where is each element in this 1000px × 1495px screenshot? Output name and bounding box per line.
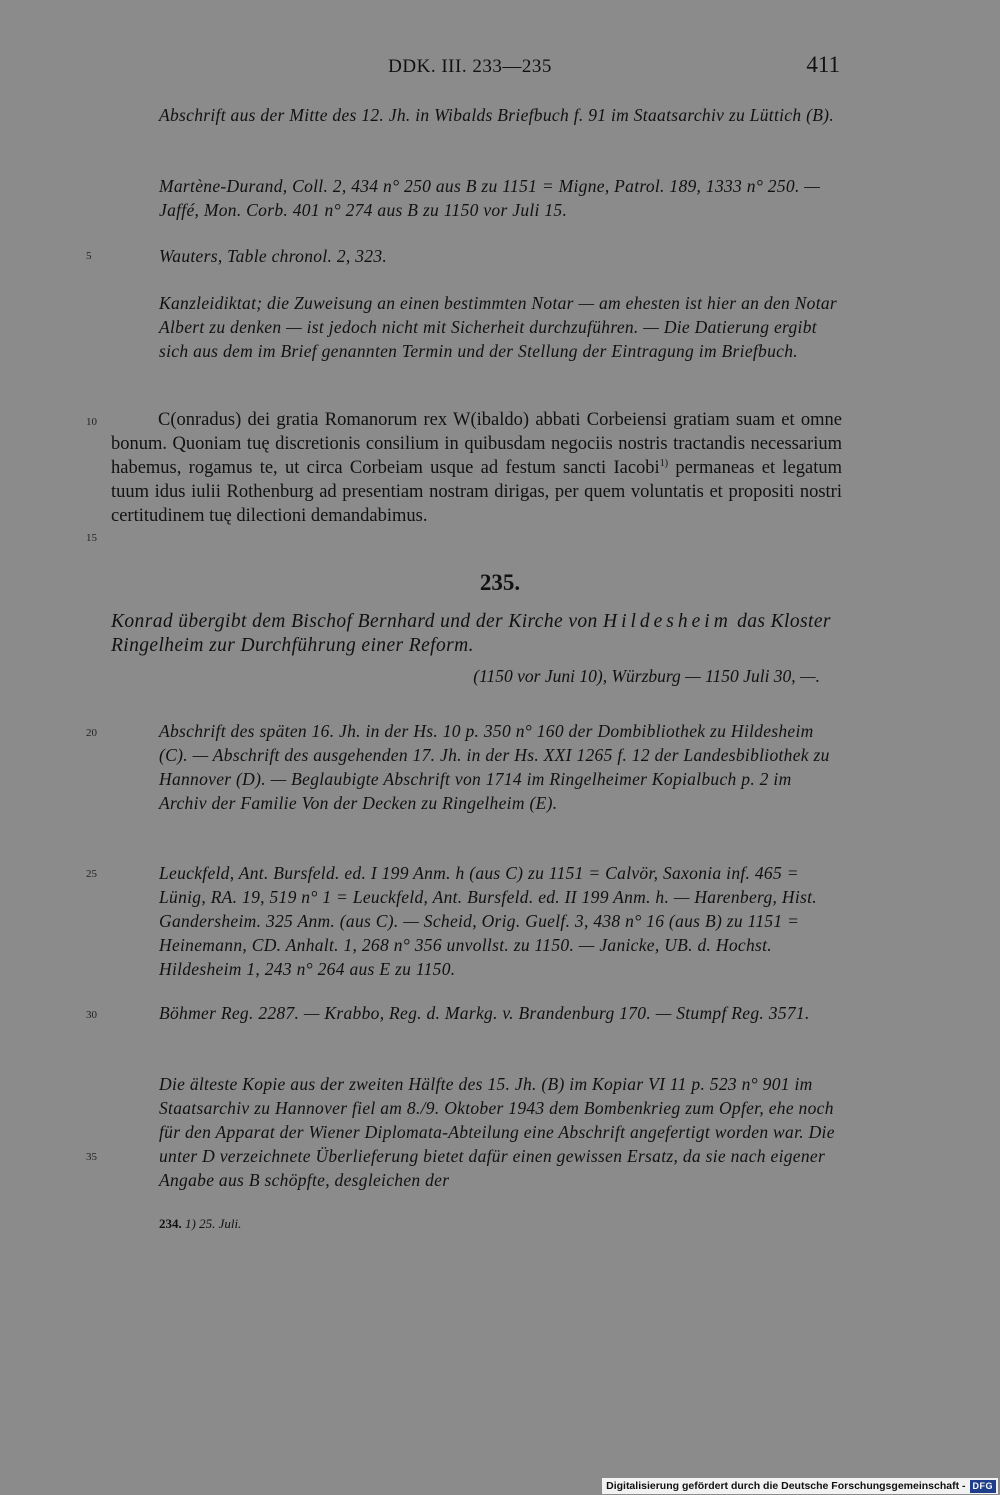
doc234-regesta: Wauters, Table chronol. 2, 323. [159,246,388,266]
doc235-regesta: Böhmer Reg. 2287. — Krabbo, Reg. d. Markg. v. Brandenburg 170. — Stumpf Reg. 3571. [159,1003,810,1023]
footnote-marker: 1) [659,457,669,469]
doc235-tradition: Abschrift des späten 16. Jh. in der Hs. 10 p. 350 n° 160 der Dombibliothek zu Hildesheim (C). — Abschrift des ausgehenden 17. Jh. in der Hs. XXI 1265 f. 12 der Landesbibliothek zu Hannover (D). — Beglaubigte Abschrift von 1714 im Ringelheimer Kopialbuch p. 2 im Archiv der Familie Von der Decken zu Ringelheim (E). [159,721,830,813]
footnote-doc-ref: 234. [159,1216,182,1231]
line-number: 30 [86,1009,97,1021]
line-number: 20 [86,727,97,739]
line-number: 10 [86,416,97,428]
doc234-tradition: Abschrift aus der Mitte des 12. Jh. in Wibalds Briefbuch f. 91 im Staatsarchiv zu Lüttich (B). [159,105,834,125]
line-number: 5 [86,250,92,262]
text-part2: permaneas et legatum tuum idus iulii Rothenburg ad presentiam nostram dirigas, per quem voluntatis et propositi nostri certitudinem tuę dilectioni demandabimus. [111,458,842,526]
doc235-commentary: Die älteste Kopie aus der zweiten Hälfte des 15. Jh. (B) im Kopiar VI 11 p. 523 n° 901 im Staatsarchiv zu Hannover fiel am 8./9. Oktober 1943 dem Bombenkrieg zum Opfer, ehe noch für den Apparat der Wiener Diplomata-Abteilung eine Abschrift angefertigt worden war. Die unter D verzeichnete Überlieferung bietet dafür einen gewissen Ersatz, da sie nach eigener Angabe aus B schöpfte, desgleichen der [159,1074,835,1190]
footnote-text: 1) 25. Juli. [185,1216,242,1231]
page-number: 411 [806,52,840,77]
dfg-logo-icon: DFG [970,1480,997,1493]
line-number: 35 [86,1151,97,1163]
spaced-place-name: Hildesheim [602,611,732,632]
line-number: 15 [86,532,97,544]
funding-credit-bar [602,1478,998,1494]
text-part1: C(onradus) dei gratia Romanorum rex W(ibaldo) abbati Corbeiensi gratiam suam et omne bonum. Quoniam tuę discretionis consilium in quibusdam negociis nostris tractandis necessarium habemus, rogamus te, ut circa Corbeiam usque ad festum sancti Iacobi [111,410,842,478]
doc234-editions: Martène-Durand, Coll. 2, 434 n° 250 aus B zu 1151 = Migne, Patrol. 189, 1333 n° 250. — Jaffé, Mon. Corb. 401 n° 274 aus B zu 1150 vor Juli 15. [159,176,821,220]
doc235-number: 235. [479,570,521,595]
doc235-regest: Konrad übergibt dem Bischof Bernhard und der Kirche von Hildesheim das Kloster Ringelheim zur Durchführung einer Reform. [111,611,831,656]
running-header: DDK. III. 233—235 [388,56,552,77]
doc235-dating: (1150 vor Juni 10), Würzburg — 1150 Juli 30, —. [473,666,820,686]
credit-text: Digitalisierung gefördert durch die Deutsche Forschungsgemeinschaft - [606,1480,966,1492]
line-number: 25 [86,868,97,880]
doc234-text [111,408,842,528]
doc235-editions: Leuckfeld, Ant. Bursfeld. ed. I 199 Anm. h (aus C) zu 1151 = Calvör, Saxonia inf. 465 = Lünig, RA. 19, 519 n° 1 = Leuckfeld, Ant. Bursfeld. ed. II 199 Anm. h. — Harenberg, Hist. Gandersheim. 325 Anm. (aus C). — Scheid, Orig. Guelf. 3, 438 n° 16 (aus B) zu 1151 = Heinemann, CD. Anhalt. 1, 268 n° 356 unvollst. zu 1150. — Janicke, UB. d. Hochst. Hildesheim 1, 243 n° 264 aus E zu 1150. [159,863,817,979]
doc234-commentary: Kanzleidiktat; die Zuweisung an einen bestimmten Notar — am ehesten ist hier an den Notar Albert zu denken — ist jedoch nicht mit Sicherheit durchzuführen. — Die Datierung ergibt sich aus dem im Brief genannten Termin und der Stellung der Eintragung im Briefbuch. [159,293,838,361]
footnote [159,1216,241,1232]
